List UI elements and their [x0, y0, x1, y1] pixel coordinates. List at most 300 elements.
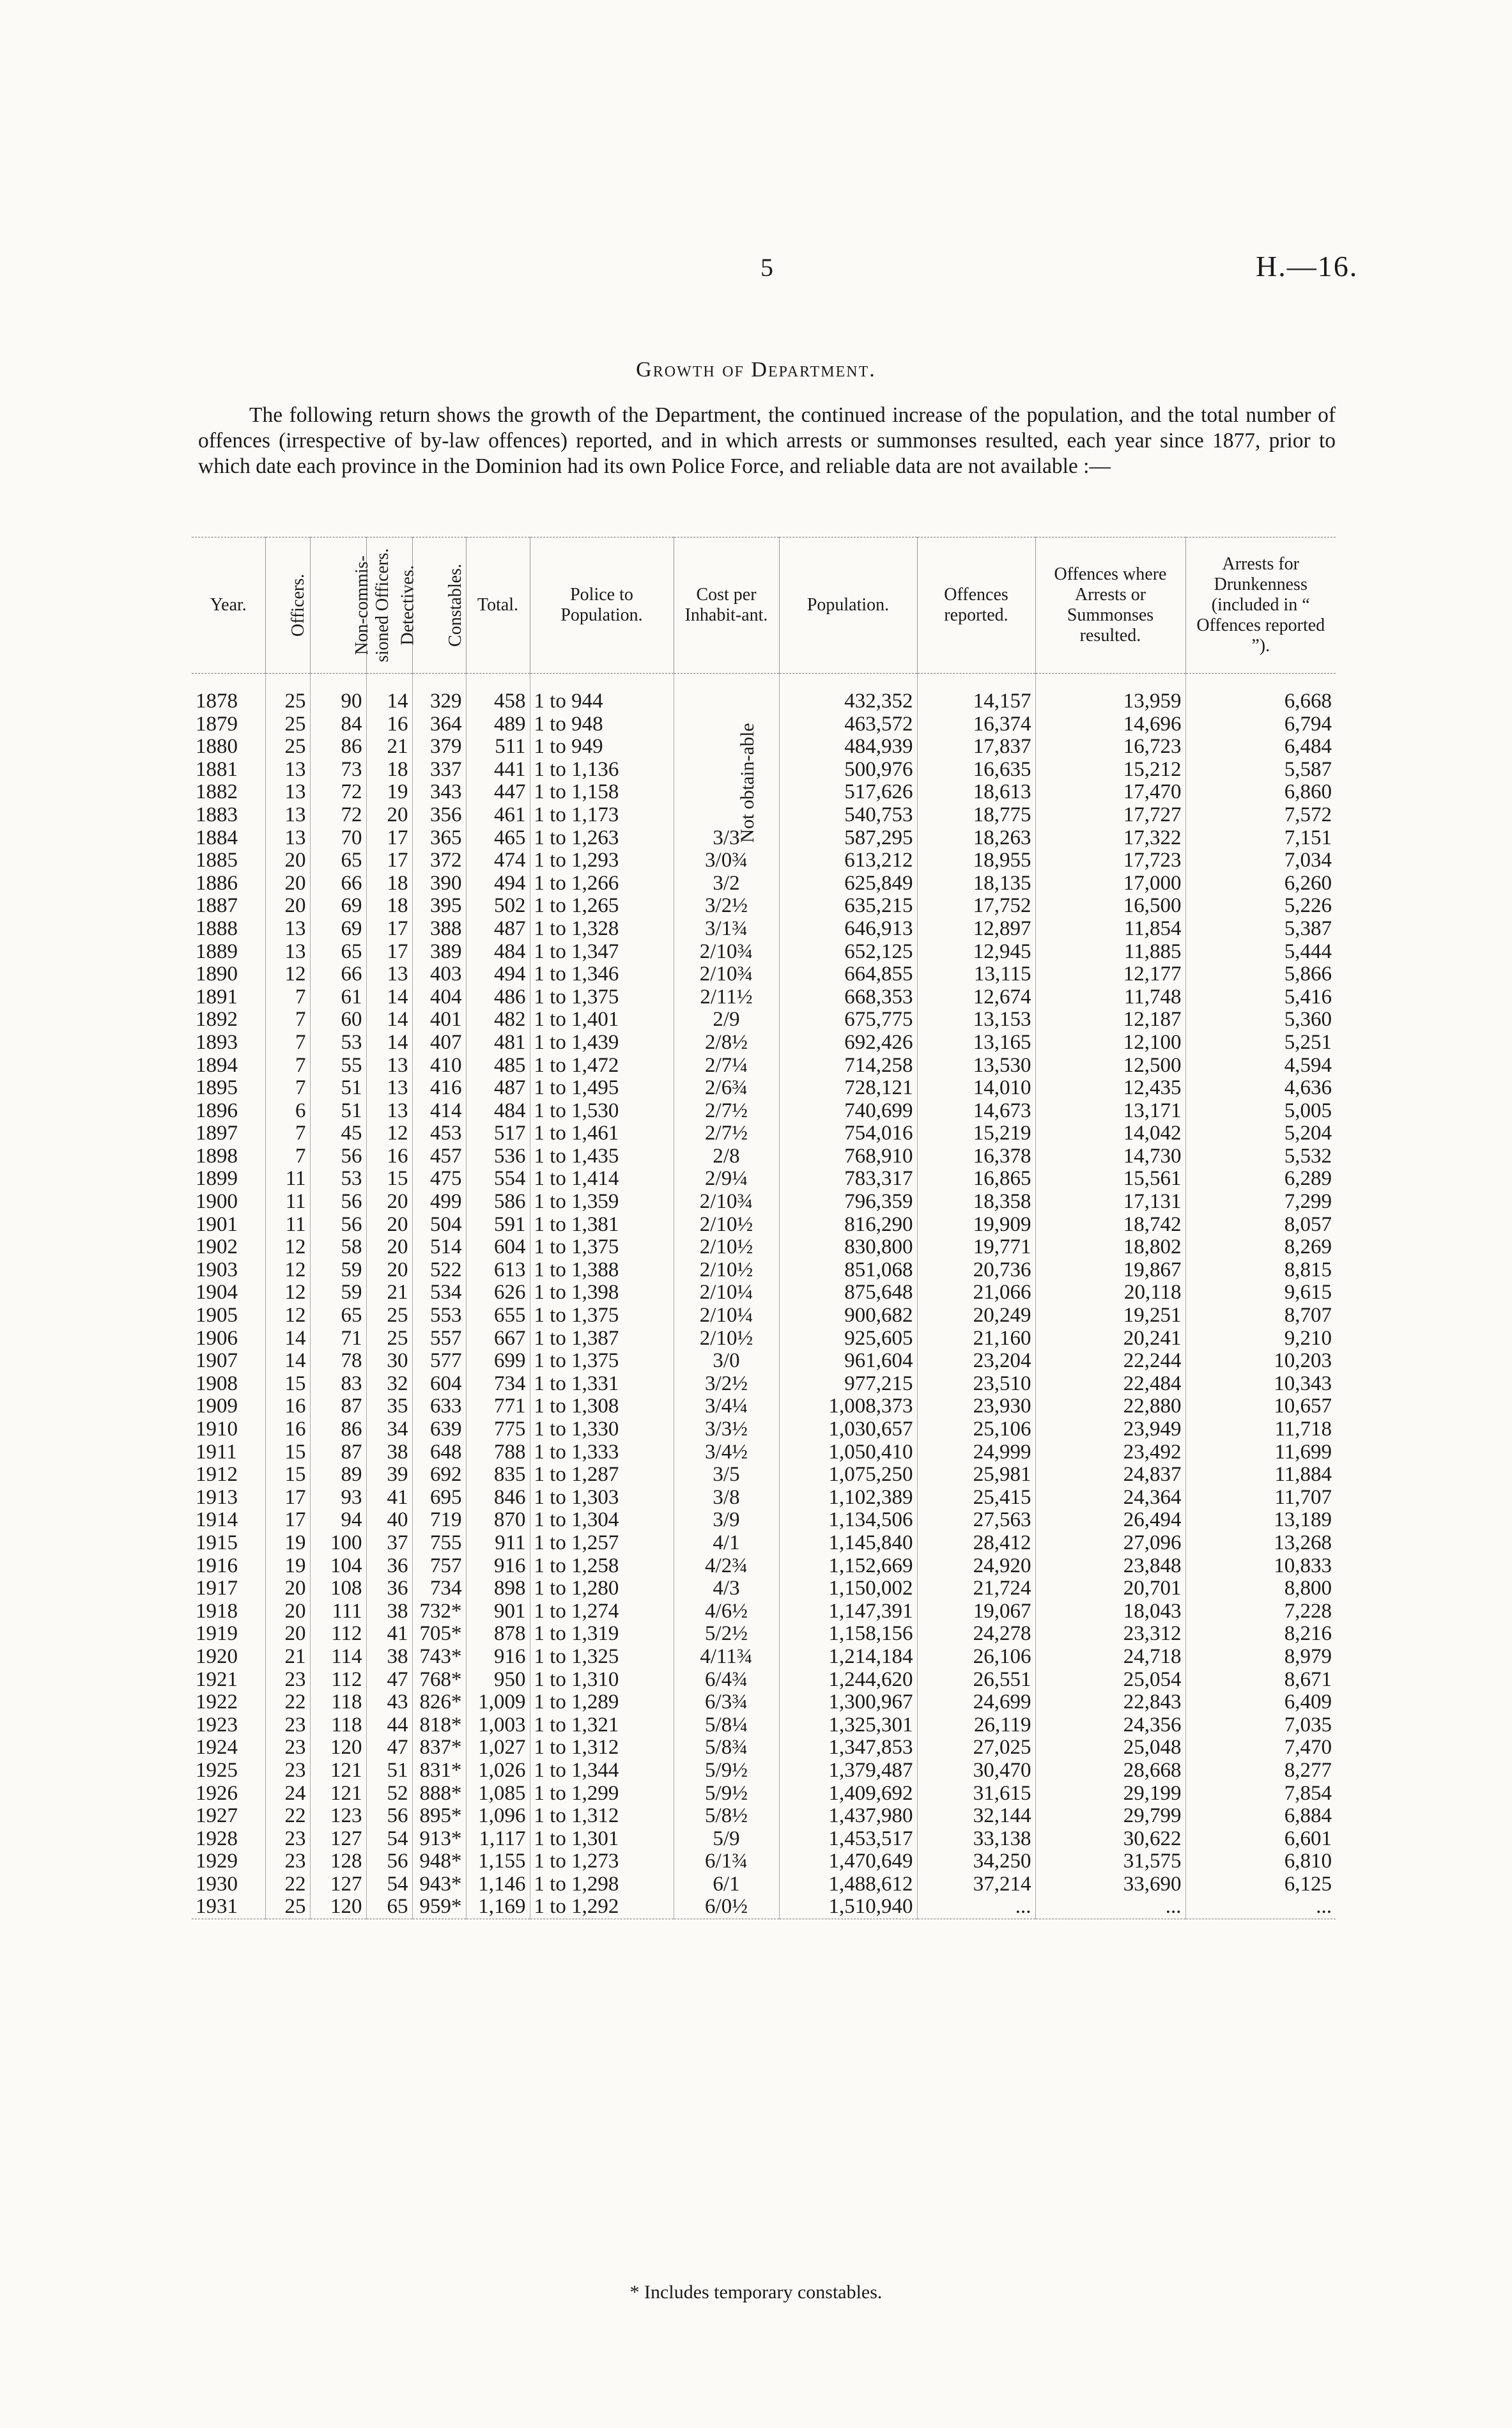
- cell-nco: 55: [310, 1055, 366, 1078]
- cell-offences-reported: 25,415: [917, 1487, 1035, 1510]
- cell-population: 1,470,649: [779, 1850, 917, 1873]
- table-row: [192, 1805, 1336, 1828]
- cell-population: 1,453,517: [779, 1828, 917, 1851]
- cell-total: 484: [466, 941, 530, 964]
- cell-detectives: 36: [366, 1577, 412, 1600]
- cell-year: 1921: [196, 1668, 238, 1691]
- cell-officers: 7: [265, 1145, 310, 1168]
- cell-detectives: 16: [366, 1145, 412, 1168]
- cell-officers: 19: [265, 1532, 310, 1555]
- cell-population: 830,800: [779, 1236, 917, 1259]
- cell-offences-reported: 27,563: [917, 1509, 1035, 1532]
- table-row: [192, 1259, 1336, 1282]
- cell-arrests-drunkenness: 6,289: [1185, 1168, 1336, 1191]
- cell-population: 796,359: [779, 1191, 917, 1214]
- table-row: [192, 1464, 1336, 1487]
- cell-offences-arrests: 17,131: [1035, 1191, 1185, 1214]
- cell-constables: 388: [412, 918, 466, 941]
- header-constables: [412, 537, 466, 674]
- cell-police-to-population: 1 to 1,258: [530, 1555, 674, 1578]
- cell-year: 1911: [196, 1441, 237, 1464]
- intro-paragraph: The following return shows the growth of the Department, the continued increase of the population, and the total number of offences (irrespective of by-law offences) reported, and in which arrests or summonses resulted, each year since 1877, prior to which date each province in the Dominion had its own Police Force, and reliable data are not available :—: [198, 403, 1336, 478]
- cell-arrests-drunkenness: 8,277: [1185, 1759, 1336, 1782]
- cell-offences-arrests: 16,500: [1035, 895, 1185, 918]
- cell-year: 1916: [196, 1554, 238, 1577]
- cell-cost-per-inhabitant: 2/8½: [674, 1032, 779, 1055]
- cell-offences-arrests: 30,622: [1035, 1828, 1185, 1851]
- cell-detectives: 34: [366, 1418, 412, 1441]
- cell-police-to-population: 1 to 1,401: [530, 1009, 674, 1032]
- cell-offences-arrests: 11,748: [1035, 986, 1185, 1009]
- cell-nco: 118: [310, 1714, 366, 1737]
- cell-detectives: 18: [366, 895, 412, 918]
- cell-offences-arrests: 15,561: [1035, 1168, 1185, 1191]
- cell-nco: 100: [310, 1532, 366, 1555]
- cell-offences-reported: 16,378: [917, 1145, 1035, 1168]
- cell-police-to-population: 1 to 1,304: [530, 1509, 674, 1532]
- header-police-to-population: Police to Population.: [530, 537, 674, 674]
- cell-arrests-drunkenness: 11,718: [1185, 1418, 1336, 1441]
- cell-arrests-drunkenness: 6,810: [1185, 1850, 1336, 1873]
- header-year: Year.: [192, 537, 265, 674]
- cell-total: 1,085: [466, 1782, 530, 1806]
- cell-detectives: 13: [366, 1077, 412, 1100]
- cell-officers: 13: [265, 827, 310, 850]
- cell-arrests-drunkenness: 5,251: [1185, 1032, 1336, 1055]
- cell-nco: 66: [310, 963, 366, 986]
- not-obtainable-note: [729, 713, 767, 853]
- cell-detectives: 40: [366, 1509, 412, 1532]
- cell-cost-per-inhabitant: 2/10½: [674, 1259, 779, 1282]
- cell-arrests-drunkenness: 5,360: [1185, 1009, 1336, 1032]
- cell-nco: 51: [310, 1100, 366, 1123]
- cell-arrests-drunkenness: 8,800: [1185, 1577, 1336, 1600]
- cell-police-to-population: 1 to 1,298: [530, 1873, 674, 1896]
- cell-police-to-population: 1 to 1,330: [530, 1418, 674, 1441]
- cell-police-to-population: 1 to 1,495: [530, 1077, 674, 1100]
- table-row: [192, 1669, 1336, 1692]
- cell-offences-reported: 21,724: [917, 1577, 1035, 1600]
- cell-year: 1891: [196, 986, 238, 1009]
- cell-year: 1892: [196, 1009, 238, 1032]
- cell-detectives: 14: [366, 1032, 412, 1055]
- cell-population: 1,488,612: [779, 1873, 917, 1896]
- cell-offences-reported: 21,160: [917, 1327, 1035, 1350]
- cell-total: 511: [466, 736, 530, 759]
- table-header-row: [192, 537, 1336, 674]
- cell-total: 489: [466, 713, 530, 736]
- table-row: [192, 1896, 1336, 1919]
- cell-total: 441: [466, 759, 530, 782]
- cell-population: 768,910: [779, 1145, 917, 1168]
- cell-cost-per-inhabitant: 2/8: [674, 1145, 779, 1168]
- cell-cost-per-inhabitant: 3/9: [674, 1509, 779, 1532]
- cell-detectives: 14: [366, 674, 412, 713]
- cell-officers: 25: [265, 713, 310, 736]
- cell-officers: 13: [265, 804, 310, 827]
- cell-constables: 895*: [412, 1805, 466, 1828]
- cell-population: 1,409,692: [779, 1782, 917, 1806]
- cell-year: 1893: [196, 1031, 238, 1054]
- cell-nco: 90: [310, 674, 366, 713]
- cell-total: 536: [466, 1145, 530, 1168]
- cell-offences-reported: 13,115: [917, 963, 1035, 986]
- table-row: [192, 1077, 1336, 1100]
- cell-cost-per-inhabitant: 2/6¾: [674, 1077, 779, 1100]
- cell-population: 1,075,250: [779, 1464, 917, 1487]
- cell-detectives: 18: [366, 759, 412, 782]
- cell-police-to-population: 1 to 1,344: [530, 1759, 674, 1782]
- cell-detectives: 19: [366, 781, 412, 804]
- cell-officers: 23: [265, 1759, 310, 1782]
- cell-officers: 7: [265, 1055, 310, 1078]
- cell-police-to-population: 1 to 1,398: [530, 1281, 674, 1304]
- cell-nco: 45: [310, 1122, 366, 1145]
- cell-constables: 416: [412, 1077, 466, 1100]
- cell-officers: 22: [265, 1873, 310, 1896]
- cell-population: 977,215: [779, 1373, 917, 1396]
- cell-nco: 127: [310, 1873, 366, 1896]
- cell-constables: 499: [412, 1191, 466, 1214]
- cell-cost-per-inhabitant: 3/4¼: [674, 1395, 779, 1418]
- cell-police-to-population: 1 to 1,287: [530, 1464, 674, 1487]
- cell-offences-arrests: 25,054: [1035, 1669, 1185, 1692]
- cell-year: 1888: [196, 917, 238, 940]
- header-nco: [310, 537, 392, 674]
- cell-population: 1,158,156: [779, 1623, 917, 1646]
- cell-nco: 53: [310, 1032, 366, 1055]
- cell-year: 1894: [196, 1054, 238, 1077]
- cell-offences-reported: 19,067: [917, 1600, 1035, 1623]
- cell-arrests-drunkenness: 6,409: [1185, 1691, 1336, 1714]
- cell-offences-arrests: 26,494: [1035, 1509, 1185, 1532]
- cell-total: 1,117: [466, 1828, 530, 1851]
- cell-constables: 633: [412, 1395, 466, 1418]
- cell-total: 870: [466, 1509, 530, 1532]
- table-row: [192, 1577, 1336, 1600]
- cell-population: 1,152,669: [779, 1555, 917, 1578]
- cell-constables: 365: [412, 827, 466, 850]
- cell-offences-arrests: 29,799: [1035, 1805, 1185, 1828]
- cell-offences-arrests: 22,843: [1035, 1691, 1185, 1714]
- cell-total: 901: [466, 1600, 530, 1623]
- cell-constables: 407: [412, 1032, 466, 1055]
- cell-cost-per-inhabitant: 4/6½: [674, 1600, 779, 1623]
- cell-nco: 114: [310, 1646, 366, 1669]
- cell-cost-per-inhabitant: 4/3: [674, 1577, 779, 1600]
- cell-offences-arrests: 20,118: [1035, 1281, 1185, 1304]
- cell-arrests-drunkenness: 9,210: [1185, 1327, 1336, 1350]
- cell-detectives: 14: [366, 1009, 412, 1032]
- cell-nco: 53: [310, 1168, 366, 1191]
- cell-offences-reported: 25,981: [917, 1464, 1035, 1487]
- cell-offences-arrests: 12,435: [1035, 1077, 1185, 1100]
- cell-detectives: 36: [366, 1555, 412, 1578]
- cell-officers: 12: [265, 1281, 310, 1304]
- cell-nco: 66: [310, 872, 366, 895]
- cell-officers: 25: [265, 674, 310, 713]
- cell-arrests-drunkenness: 5,866: [1185, 963, 1336, 986]
- cell-police-to-population: 1 to 1,387: [530, 1327, 674, 1350]
- cell-total: 494: [466, 963, 530, 986]
- cell-total: 465: [466, 827, 530, 850]
- cell-offences-arrests: 23,848: [1035, 1555, 1185, 1578]
- cell-population: 875,648: [779, 1281, 917, 1304]
- cell-cost-per-inhabitant: 2/10¾: [674, 963, 779, 986]
- cell-nco: 71: [310, 1327, 366, 1350]
- cell-nco: 65: [310, 849, 366, 872]
- cell-nco: 72: [310, 804, 366, 827]
- cell-year: 1927: [196, 1805, 238, 1828]
- cell-population: 1,150,002: [779, 1577, 917, 1600]
- cell-detectives: 47: [366, 1736, 412, 1759]
- cell-year: 1910: [196, 1418, 238, 1441]
- cell-police-to-population: 1 to 1,359: [530, 1191, 674, 1214]
- cell-cost-per-inhabitant: 2/9: [674, 1009, 779, 1032]
- cell-police-to-population: 1 to 1,263: [530, 827, 674, 850]
- cell-cost-per-inhabitant: 2/10¾: [674, 941, 779, 964]
- cell-offences-reported: 23,204: [917, 1350, 1035, 1373]
- cell-detectives: 25: [366, 1304, 412, 1327]
- table-row: [192, 1873, 1336, 1896]
- cell-year: 1905: [196, 1304, 238, 1327]
- cell-year: 1902: [196, 1236, 238, 1259]
- cell-population: 664,855: [779, 963, 917, 986]
- cell-cost-per-inhabitant: 6/1¾: [674, 1850, 779, 1873]
- cell-offences-reported: 17,837: [917, 736, 1035, 759]
- cell-police-to-population: 1 to 1,375: [530, 1304, 674, 1327]
- cell-year: 1890: [196, 963, 238, 986]
- cell-police-to-population: 1 to 1,257: [530, 1532, 674, 1555]
- cell-population: 1,244,620: [779, 1669, 917, 1692]
- cell-constables: 457: [412, 1145, 466, 1168]
- section-title: Growth of Department.: [636, 358, 876, 382]
- cell-total: 482: [466, 1009, 530, 1032]
- cell-nco: 56: [310, 1214, 366, 1237]
- cell-officers: 12: [265, 963, 310, 986]
- cell-total: 699: [466, 1350, 530, 1373]
- cell-offences-reported: 15,219: [917, 1122, 1035, 1145]
- cell-arrests-drunkenness: 6,601: [1185, 1828, 1336, 1851]
- cell-arrests-drunkenness: 8,671: [1185, 1669, 1336, 1692]
- cell-police-to-population: 1 to 1,381: [530, 1214, 674, 1237]
- table-row: [192, 963, 1336, 986]
- cell-detectives: 20: [366, 1236, 412, 1259]
- cell-offences-arrests: 16,723: [1035, 736, 1185, 759]
- cell-year: 1906: [196, 1327, 238, 1350]
- cell-year: 1913: [196, 1486, 238, 1509]
- cell-year: 1884: [196, 826, 238, 849]
- cell-year: 1901: [196, 1213, 238, 1236]
- cell-cost-per-inhabitant: 4/2¾: [674, 1555, 779, 1578]
- cell-offences-arrests: 24,356: [1035, 1714, 1185, 1737]
- cell-officers: 7: [265, 986, 310, 1009]
- cell-year: 1903: [196, 1258, 238, 1281]
- cell-offences-arrests: 15,212: [1035, 759, 1185, 782]
- cell-constables: 453: [412, 1122, 466, 1145]
- cell-year: 1922: [196, 1691, 238, 1714]
- table-row: [192, 1350, 1336, 1373]
- cell-police-to-population: 1 to 1,375: [530, 986, 674, 1009]
- table-row: [192, 1487, 1336, 1510]
- cell-population: 1,510,940: [779, 1896, 917, 1919]
- cell-arrests-drunkenness: 5,005: [1185, 1100, 1336, 1123]
- cell-population: 1,437,980: [779, 1805, 917, 1828]
- cell-offences-arrests: 18,742: [1035, 1214, 1185, 1237]
- cell-total: 1,003: [466, 1714, 530, 1737]
- cell-officers: 22: [265, 1805, 310, 1828]
- cell-nco: 121: [310, 1759, 366, 1782]
- cell-police-to-population: 1 to 948: [530, 713, 674, 736]
- cell-offences-reported: 19,771: [917, 1236, 1035, 1259]
- cell-total: 835: [466, 1464, 530, 1487]
- cell-total: 484: [466, 1100, 530, 1123]
- cell-offences-reported: 20,249: [917, 1304, 1035, 1327]
- cell-offences-reported: 14,010: [917, 1077, 1035, 1100]
- cell-police-to-population: 1 to 1,158: [530, 781, 674, 804]
- cell-cost-per-inhabitant: 5/8½: [674, 1805, 779, 1828]
- cell-detectives: 21: [366, 736, 412, 759]
- cell-year: 1930: [196, 1873, 238, 1896]
- cell-year: 1908: [196, 1372, 238, 1395]
- cell-police-to-population: 1 to 1,310: [530, 1669, 674, 1692]
- table-row: [192, 1509, 1336, 1532]
- table-row: [192, 1281, 1336, 1304]
- cell-officers: 12: [265, 1304, 310, 1327]
- cell-detectives: 35: [366, 1395, 412, 1418]
- cell-nco: 65: [310, 941, 366, 964]
- cell-constables: 755: [412, 1532, 466, 1555]
- cell-arrests-drunkenness: 10,833: [1185, 1555, 1336, 1578]
- cell-year: 1883: [196, 803, 238, 826]
- cell-detectives: 16: [366, 713, 412, 736]
- cell-nco: 111: [310, 1600, 366, 1623]
- cell-total: 586: [466, 1191, 530, 1214]
- cell-cost-per-inhabitant: 3/2: [674, 872, 779, 895]
- cell-detectives: 13: [366, 1100, 412, 1123]
- table-row: [192, 1168, 1336, 1191]
- table-row: [192, 1145, 1336, 1168]
- cell-arrests-drunkenness: 6,860: [1185, 781, 1336, 804]
- cell-arrests-drunkenness: 8,057: [1185, 1214, 1336, 1237]
- cell-year: 1920: [196, 1645, 238, 1668]
- cell-offences-reported: 23,510: [917, 1373, 1035, 1396]
- cell-offences-reported: 14,673: [917, 1100, 1035, 1123]
- cell-nco: 58: [310, 1236, 366, 1259]
- cell-total: 1,155: [466, 1850, 530, 1873]
- table-row: [192, 1304, 1336, 1327]
- cell-police-to-population: 1 to 1,266: [530, 872, 674, 895]
- cell-offences-arrests: 17,322: [1035, 827, 1185, 850]
- cell-offences-arrests: 12,187: [1035, 1009, 1185, 1032]
- cell-arrests-drunkenness: 5,387: [1185, 918, 1336, 941]
- cell-cost-per-inhabitant: 6/3¾: [674, 1691, 779, 1714]
- cell-offences-reported: 12,945: [917, 941, 1035, 964]
- cell-constables: 356: [412, 804, 466, 827]
- cell-population: 1,134,506: [779, 1509, 917, 1532]
- cell-year: 1900: [196, 1191, 238, 1214]
- cell-detectives: 41: [366, 1487, 412, 1510]
- cell-total: 487: [466, 1077, 530, 1100]
- cell-detectives: 17: [366, 941, 412, 964]
- cell-population: 613,212: [779, 849, 917, 872]
- cell-officers: 20: [265, 849, 310, 872]
- cell-total: 626: [466, 1281, 530, 1304]
- cell-offences-reported: 13,530: [917, 1055, 1035, 1078]
- cell-offences-reported: 18,775: [917, 804, 1035, 827]
- header-officers: [265, 537, 310, 674]
- cell-nco: 61: [310, 986, 366, 1009]
- cell-total: 775: [466, 1418, 530, 1441]
- cell-officers: 15: [265, 1373, 310, 1396]
- cell-constables: 719: [412, 1509, 466, 1532]
- cell-detectives: 20: [366, 1259, 412, 1282]
- cell-cost-per-inhabitant: 5/8¼: [674, 1714, 779, 1737]
- cell-offences-reported: 33,138: [917, 1828, 1035, 1851]
- cell-arrests-drunkenness: 7,470: [1185, 1736, 1336, 1759]
- cell-officers: 13: [265, 941, 310, 964]
- cell-arrests-drunkenness: 7,854: [1185, 1782, 1336, 1806]
- cell-police-to-population: 1 to 1,280: [530, 1577, 674, 1600]
- cell-cost-per-inhabitant: 4/11¾: [674, 1646, 779, 1669]
- cell-offences-reported: 24,920: [917, 1555, 1035, 1578]
- cell-officers: 11: [265, 1191, 310, 1214]
- cell-detectives: 52: [366, 1782, 412, 1806]
- cell-offences-reported: 16,635: [917, 759, 1035, 782]
- cell-constables: 395: [412, 895, 466, 918]
- cell-nco: 69: [310, 895, 366, 918]
- cell-constables: 837*: [412, 1736, 466, 1759]
- cell-constables: 343: [412, 781, 466, 804]
- cell-constables: 522: [412, 1259, 466, 1282]
- cell-detectives: 12: [366, 1122, 412, 1145]
- cell-constables: 404: [412, 986, 466, 1009]
- cell-total: 486: [466, 986, 530, 1009]
- cell-total: 1,027: [466, 1736, 530, 1759]
- cell-constables: 475: [412, 1168, 466, 1191]
- cell-offences-reported: 18,263: [917, 827, 1035, 850]
- cell-officers: 16: [265, 1395, 310, 1418]
- cell-arrests-drunkenness: ...: [1185, 1896, 1336, 1919]
- cell-arrests-drunkenness: 7,034: [1185, 849, 1336, 872]
- cell-constables: 768*: [412, 1669, 466, 1692]
- cell-total: 1,146: [466, 1873, 530, 1896]
- cell-cost-per-inhabitant: 5/8¾: [674, 1736, 779, 1759]
- cell-year: 1928: [196, 1827, 238, 1850]
- cell-arrests-drunkenness: 7,572: [1185, 804, 1336, 827]
- cell-cost-per-inhabitant: 5/9: [674, 1828, 779, 1851]
- cell-arrests-drunkenness: 6,794: [1185, 713, 1336, 736]
- cell-arrests-drunkenness: 6,884: [1185, 1805, 1336, 1828]
- cell-population: 652,125: [779, 941, 917, 964]
- cell-officers: 7: [265, 1077, 310, 1100]
- cell-year: 1923: [196, 1713, 238, 1736]
- cell-arrests-drunkenness: 8,979: [1185, 1646, 1336, 1669]
- cell-officers: 20: [265, 1600, 310, 1623]
- header-offences-arrests: Offences where Arrests or Summonses resulted.: [1035, 537, 1185, 674]
- cell-offences-arrests: 13,171: [1035, 1100, 1185, 1123]
- cell-nco: 59: [310, 1259, 366, 1282]
- cell-population: 587,295: [779, 827, 917, 850]
- cell-police-to-population: 1 to 1,289: [530, 1691, 674, 1714]
- cell-nco: 104: [310, 1555, 366, 1578]
- cell-offences-arrests: 12,100: [1035, 1032, 1185, 1055]
- cell-offences-arrests: 14,696: [1035, 713, 1185, 736]
- cell-detectives: 17: [366, 827, 412, 850]
- header-detectives-label: Detectives.: [397, 565, 418, 646]
- cell-officers: 20: [265, 1623, 310, 1646]
- cell-detectives: 38: [366, 1600, 412, 1623]
